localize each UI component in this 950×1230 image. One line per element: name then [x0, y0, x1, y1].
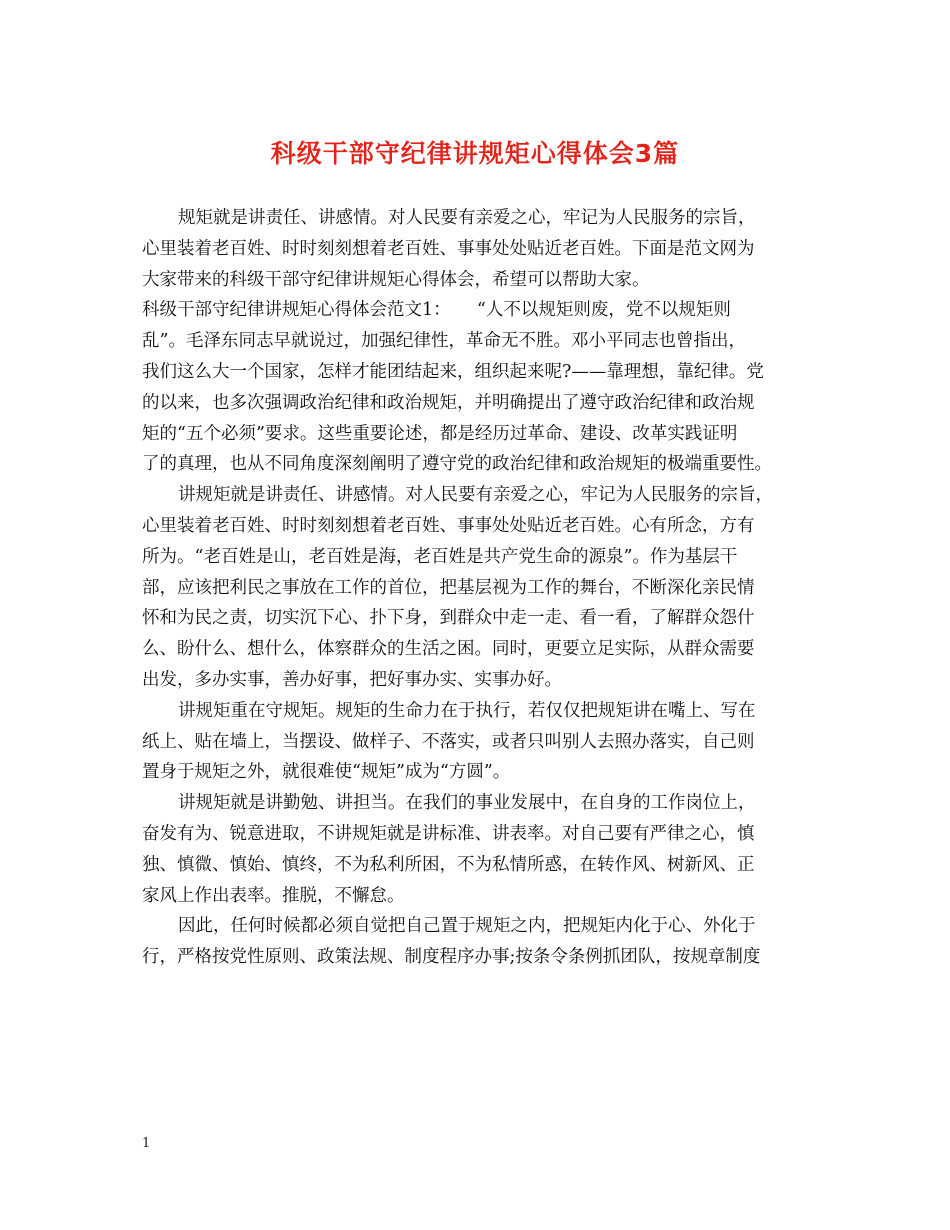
document-title: 科级干部守纪律讲规矩心得体会3篇 [270, 139, 680, 168]
text-line: 大家带来的科级干部守纪律讲规矩心得体会，希望可以帮助大家。 [142, 269, 650, 290]
document-body [142, 203, 814, 973]
text-line: 置身于规矩之外，就很难使“规矩”成为“方圆”。 [142, 762, 511, 783]
text-line: 奋发有为、锐意进取，不讲规矩就是讲标准、讲表率。对自己要有严律之心，慎 [142, 823, 755, 844]
text-line: 讲规矩重在守规矩。规矩的生命力在于执行，若仅仅把规矩讲在嘴上、写在 [178, 700, 756, 721]
text-line: 我们这么大一个国家，怎样才能团结起来，组织起来呢?——靠理想，靠纪律。党 [142, 361, 764, 382]
text-line: 怀和为民之责，切实沉下心、扑下身，到群众中走一走、看一看，了解群众怨什 [142, 608, 755, 629]
text-line: 乱”。毛泽东同志早就说过，加强纪律性，革命无不胜。邓小平同志也曾指出， [142, 331, 746, 352]
text-line: 规矩就是讲责任、讲感情。对人民要有亲爱之心，牢记为人民服务的宗旨， [178, 208, 756, 228]
text-line: 讲规矩就是讲勤勉、讲担当。在我们的事业发展中，在自身的工作岗位上， [178, 793, 756, 814]
text-line: 讲规矩就是讲责任、讲感情。对人民要有亲爱之心，牢记为人民服务的宗旨， [178, 485, 773, 506]
text-line: 矩的“五个必须”要求。这些重要论述，都是经历过革命、建设、改革实践证明 [142, 423, 738, 444]
text-line: 的以来，也多次强调政治纪律和政治规矩，并明确提出了遵守政治纪律和政治规 [142, 392, 755, 413]
text-line: 因此，任何时候都必须自觉把自己置于规矩之内，把规矩内化于心、外化于 [178, 916, 756, 937]
text-line: 独、慎微、慎始、慎终，不为私利所困，不为私情所惑，在转作风、树新风、正 [142, 854, 755, 875]
text-line: 科级干部守纪律讲规矩心得体会范文1： “人不以规矩则废，党不以规矩则 [142, 300, 731, 321]
text-line: 部，应该把利民之事放在工作的首位，把基层视为工作的舞台，不断深化亲民情 [142, 577, 755, 598]
text-line: 了的真理，也从不同角度深刻阐明了遵守党的政治纪律和政治规矩的极端重要性。 [142, 454, 772, 475]
text-line: 心里装着老百姓、时时刻刻想着老百姓、事事处处贴近老百姓。下面是范文网为 [142, 238, 755, 259]
text-line: 出发，多办实事，善办好事，把好事办实、实事办好。 [142, 669, 562, 690]
text-line: 纸上、贴在墙上，当摆设、做样子、不落实，或者只叫别人去照办落实，自己则 [142, 731, 755, 752]
text-line: 么、盼什么、想什么，体察群众的生活之困。同时，更要立足实际，从群众需要 [142, 639, 755, 660]
text-line: 家风上作出表率。推脱，不懈怠。 [142, 885, 405, 906]
text-line: 所为。“老百姓是山，老百姓是海，老百姓是共产党生命的源泉”。作为基层干 [142, 546, 738, 567]
page-number: 1 [142, 1136, 151, 1151]
text-line: 行，严格按党性原则、政策法规、制度程序办事;按条令条例抓团队，按规章制度 [142, 947, 761, 968]
text-line: 心里装着老百姓、时时刻刻想着老百姓、事事处处贴近老百姓。心有所念，方有 [142, 515, 755, 536]
